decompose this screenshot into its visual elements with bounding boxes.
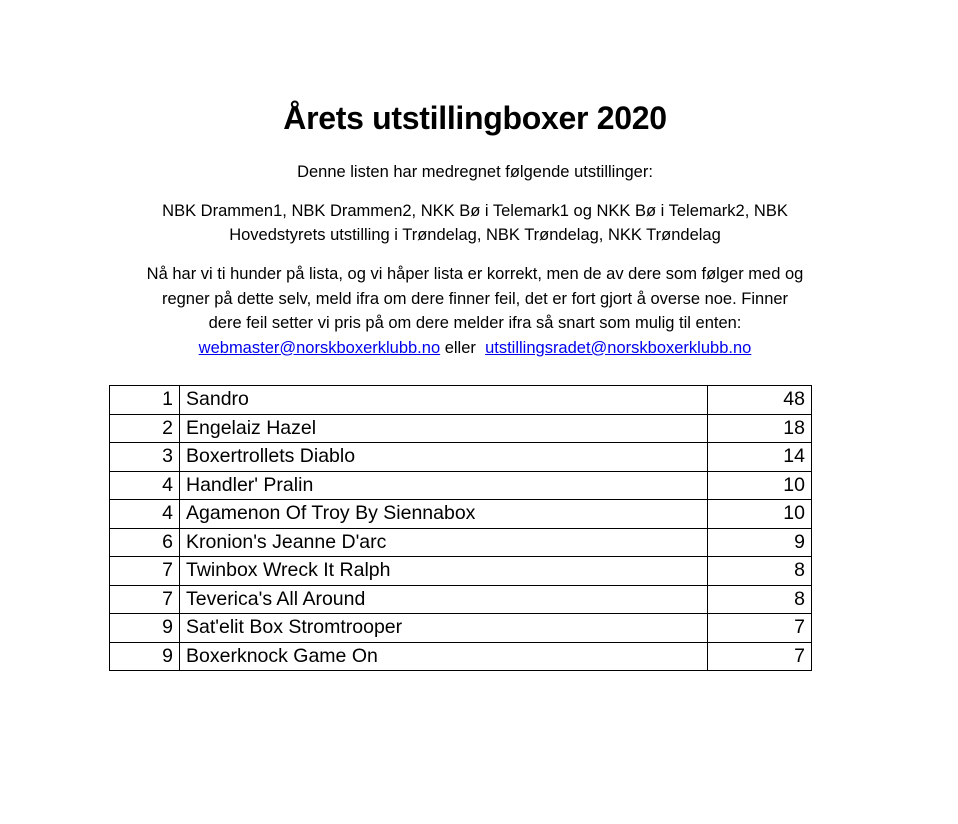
rank-cell: 6: [110, 528, 180, 557]
rank-cell: 7: [110, 585, 180, 614]
rank-cell: 4: [110, 500, 180, 529]
points-cell: 7: [708, 642, 812, 671]
points-cell: 18: [708, 414, 812, 443]
table-row: [110, 471, 812, 500]
dog-name-cell: Sandro: [180, 386, 708, 415]
dog-name-cell: Twinbox Wreck It Ralph: [180, 557, 708, 586]
points-cell: 10: [708, 471, 812, 500]
rank-cell: 2: [110, 414, 180, 443]
points-cell: 7: [708, 614, 812, 643]
dog-name-cell: Agamenon Of Troy By Siennabox: [180, 500, 708, 529]
rank-cell: 3: [110, 443, 180, 472]
dog-name-cell: Sat'elit Box Stromtrooper: [180, 614, 708, 643]
table-row: [110, 614, 812, 643]
points-cell: 14: [708, 443, 812, 472]
dog-name-cell: Kronion's Jeanne D'arc: [180, 528, 708, 557]
rank-cell: 9: [110, 614, 180, 643]
connector-text: eller: [444, 338, 476, 357]
points-cell: 9: [708, 528, 812, 557]
utstillingsradet-email-link[interactable]: utstillingsradet@norskboxerklubb.no: [485, 338, 752, 357]
webmaster-email-link[interactable]: webmaster@norskboxerklubb.no: [198, 338, 441, 357]
table-row: [110, 557, 812, 586]
notice-line-1: Nå har vi ti hunder på lista, og vi håper lista er korrekt, men de av dere som følger med og: [146, 265, 804, 283]
table-row: [110, 500, 812, 529]
intro-text: Denne listen har medregnet følgende utstillinger:: [297, 163, 653, 181]
table-row: [110, 528, 812, 557]
rank-cell: 9: [110, 642, 180, 671]
points-cell: 8: [708, 557, 812, 586]
rank-cell: 1: [110, 386, 180, 415]
shows-line-2: Hovedstyrets utstilling i Trøndelag, NBK Trøndelag, NKK Trøndelag: [229, 226, 721, 244]
notice-line-2: regner på dette selv, meld ifra om dere finner feil, det er fort gjort å overse noe. Finner: [161, 289, 789, 308]
page-title: Årets utstillingboxer 2020: [283, 100, 667, 136]
notice-line-3: dere feil setter vi pris på om dere melder ifra så snart som mulig til enten:: [208, 314, 742, 332]
notice-text: [110, 262, 840, 360]
table-row: [110, 414, 812, 443]
ranking-table: [109, 385, 812, 671]
table-row: [110, 443, 812, 472]
dog-name-cell: Handler' Pralin: [180, 471, 708, 500]
dog-name-cell: Boxerknock Game On: [180, 642, 708, 671]
ranking-table-body: [110, 386, 812, 671]
points-cell: 48: [708, 386, 812, 415]
shows-line-1: NBK Drammen1, NBK Drammen2, NKK Bø i Telemark1 og NKK Bø i Telemark2, NBK: [162, 202, 788, 220]
points-cell: 10: [708, 500, 812, 529]
rank-cell: 4: [110, 471, 180, 500]
table-row: [110, 386, 812, 415]
table-row: [110, 642, 812, 671]
rank-cell: 7: [110, 557, 180, 586]
table-row: [110, 585, 812, 614]
points-cell: 8: [708, 585, 812, 614]
shows-list: [130, 199, 820, 247]
dog-name-cell: Boxertrollets Diablo: [180, 443, 708, 472]
dog-name-cell: Engelaiz Hazel: [180, 414, 708, 443]
dog-name-cell: Teverica's All Around: [180, 585, 708, 614]
